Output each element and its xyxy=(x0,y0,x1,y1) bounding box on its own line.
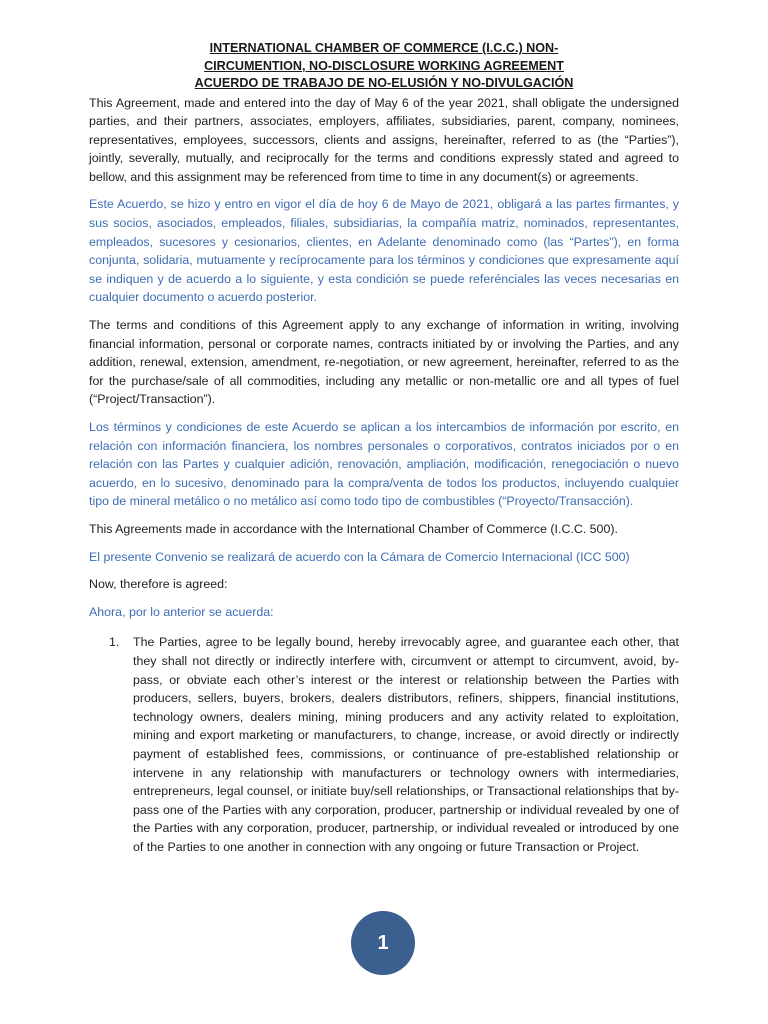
paragraph-agreement-en: This Agreement, made and entered into the day of May 6 of the year 2021, shall obligate the undersigned parties, and their partners, associates, employers, affiliates, subsidiaries, parent, company, nominees, representatives, employees, successors, clients and assigns, hereinafter, referred to as (the “Parties”), jointly, severally, mutually, and reciprocally for the terms and conditions expressly stated and agreed to bellow, and this assignment may be referenced from time to time in any document(s) or agreements. xyxy=(89,95,679,184)
list-item-number: 1. xyxy=(109,635,120,650)
paragraph-agreed-en: Now, therefore is agreed: xyxy=(89,577,228,592)
list-item xyxy=(89,633,679,856)
page-number-badge: 1 xyxy=(351,911,415,975)
title-line-1: INTERNATIONAL CHAMBER OF COMMERCE (I.C.C.) NON- xyxy=(209,41,559,55)
paragraph-terms-es: Los términos y condiciones de este Acuerdo se aplican a los intercambios de información por escrito, en relación con información financiera, los nombres personales o corporativos, contratos iniciados por o en relación con las Partes y cualquier adición, renovación, ampliación, modificación, renegociación o nuevo acuerdo, en lo sucesivo, denominado para la compra/venta de todos los productos, incluyendo cualquier tipo de mineral metálico o no metálico así como todo tipo de combustibles (“Proyecto/Transacción). xyxy=(89,420,679,509)
paragraph-agreed-es: Ahora, por lo anterior se acuerda: xyxy=(89,604,274,619)
paragraph-icc-en: This Agreements made in accordance with the International Chamber of Commerce (I.C.C. 500). xyxy=(89,521,618,536)
title-line-2: CIRCUMENTION, NO-DISCLOSURE WORKING AGREEMENT xyxy=(204,58,564,73)
clause-list xyxy=(89,633,679,856)
document-title xyxy=(89,40,679,93)
title-line-3: ACUERDO DE TRABAJO DE NO-ELUSIÓN Y NO-DIVULGACIÓN xyxy=(194,76,574,90)
list-item-text: The Parties, agree to be legally bound, hereby irrevocably agree, and guarantee each other, that they shall not directly or indirectly interfere with, circumvent or attempt to circumvent, avoid, by-pass, or obviate each other’s interest or the interest or relationship between the Parties with producers, sellers, buyers, brokers, dealers distributors, refiners, shippers, financial institutions, technology owners, dealers mining, mining producers and any activity related to exploitation, mining and export marketing or manufacturers, to change, increase, or avoid directly or indirectly payment of established fees, commissions, or continuance of pre-established relationship or intervene in any relationship with manufacturers or technology owners with intermediaries, entrepreneurs, legal counsel, or initiate buy/sell relationships, or Transactional relationships that by-pass one of the Parties with any corporation, producer, partnership or individual revealed by one of the Parties with any corporation, producer, partnership, or individual revealed or introduced by one of the Parties to one another in connection with any ongoing or future Transaction or Project. xyxy=(133,635,679,854)
paragraph-agreement-es: Este Acuerdo, se hizo y entro en vigor el día de hoy 6 de Mayo de 2021, obligará a las partes firmantes, y sus socios, asociados, empleados, filiales, subsidiarias, la compañía matriz, nominados, representantes, empleados, sucesores y cesionarios, clientes, en Adelante denominado como (las “Partes”), en forma conjunta, solidaria, mutuamente y recíprocamente para los términos y condiciones que expresamente aquí se indiquen y de acuerdo a lo siguiente, y esta condición se puede referénciales las veces necesarias en cualquier documento o acuerdo posterior. xyxy=(89,197,679,305)
paragraph-icc-es: El presente Convenio se realizará de acuerdo con la Cámara de Comercio Internacional (ICC 500) xyxy=(89,549,630,564)
paragraph-terms-en: The terms and conditions of this Agreement apply to any exchange of information in writing, involving financial information, personal or corporate names, contracts initiated by or involving the Parties, and any addition, renewal, extension, amendment, re-negotiation, or new agreement, hereinafter, referred to as the for the purchase/sale of all commodities, including any metallic or non-metallic ore and all types of fuel (“Project/Transaction”). xyxy=(89,318,679,407)
